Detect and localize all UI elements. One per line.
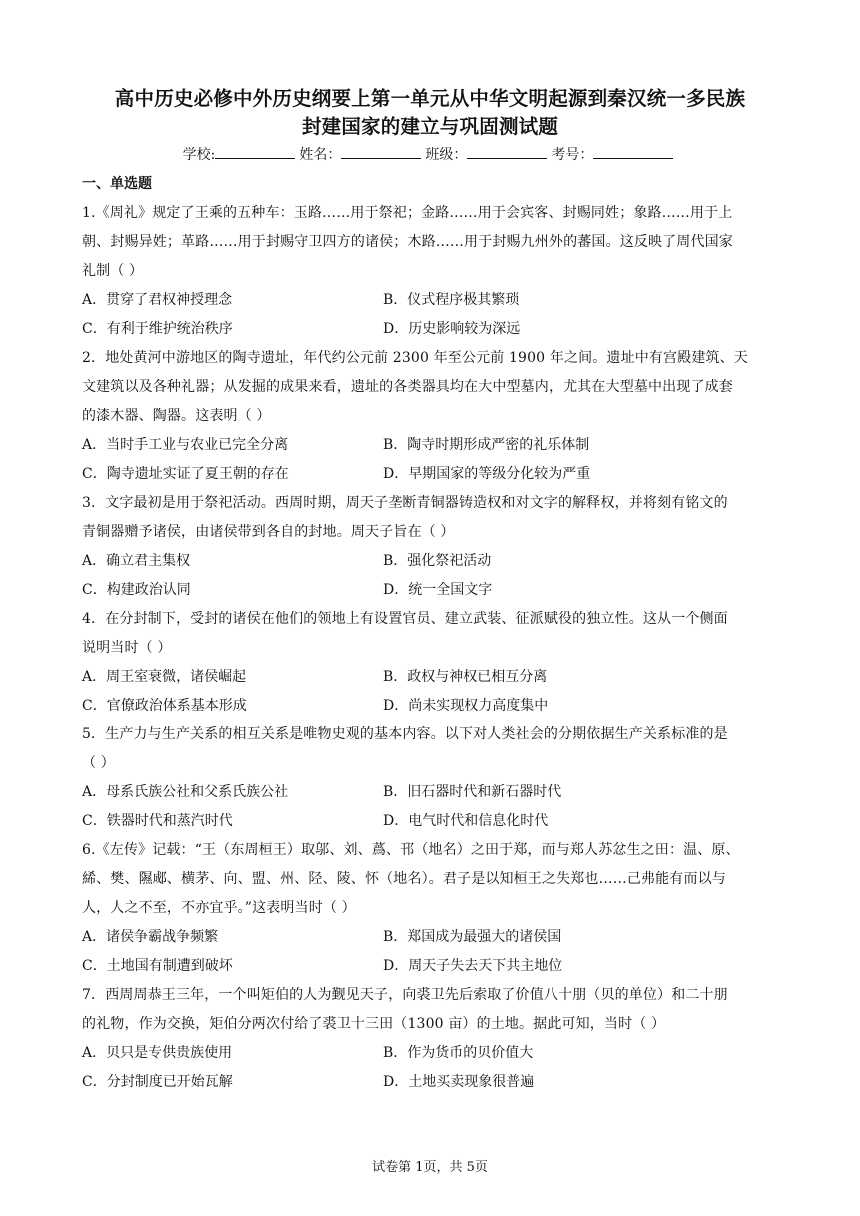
option-d: D．统一全国文字	[383, 582, 493, 598]
school-label: 学校:	[182, 147, 216, 163]
option-c: C．陶寺遗址实证了夏王朝的存在	[82, 466, 289, 482]
question-text-line: 的礼物，作为交换，矩伯分两次付给了裘卫十三田（1300 亩）的土地。据此可知，当时（ ）	[82, 1016, 666, 1032]
option-a: A．母系氏族公社和父系氏族公社	[82, 784, 289, 800]
option-c: C．构建政治认同	[82, 582, 191, 598]
option-c: C．官僚政治体系基本形成	[82, 698, 247, 714]
option-d: D．早期国家的等级分化较为严重	[383, 466, 591, 482]
class-label: 班级：	[425, 147, 468, 163]
option-b: B．政权与神权已相互分离	[383, 669, 548, 685]
question-text-line: （ ）	[82, 755, 115, 771]
exam-number-blank	[593, 146, 673, 159]
question-text-line: 朝、封赐异姓；革路……用于封赐守卫四方的诸侯；木路……用于封赐九州外的蕃国。这反映了周代国家	[82, 234, 733, 250]
exam-number-label: 考号：	[551, 147, 594, 163]
option-b: B．陶寺时期形成严密的礼乐体制	[383, 437, 590, 453]
option-d: D．历史影响较为深远	[383, 321, 521, 337]
section-heading: 一、单选题	[82, 176, 152, 192]
option-a: A．贯穿了君权神授理念	[82, 292, 233, 308]
option-c: C．土地国有制遭到破坏	[82, 958, 233, 974]
student-info-line	[0, 145, 860, 165]
question-text-line: 7．西周周恭王三年，一个叫矩伯的人为觐见天子，向裘卫先后索取了价值八十朋（贝的单位）和二十朋	[82, 987, 728, 1003]
question-text-line: 礼制（ ）	[82, 263, 144, 279]
option-b: B．作为货币的贝价值大	[383, 1045, 534, 1061]
option-a: A．确立君主集权	[82, 553, 191, 569]
option-b: B．强化祭祀活动	[383, 553, 492, 569]
question-text-line: 2．地处黄河中游地区的陶寺遗址，年代约公元前 2300 年至公元前 1900 年之间。遗址中有宫殿建筑、天	[82, 350, 748, 366]
option-b: B．旧石器时代和新石器时代	[383, 784, 562, 800]
name-blank	[341, 146, 421, 159]
class-blank	[467, 146, 547, 159]
option-c: C．有利于维护统治秩序	[82, 321, 233, 337]
exam-title-line-2: 封建国家的建立与巩固测试题	[301, 115, 559, 138]
question-text-line: 1.《周礼》规定了王乘的五种车：玉路……用于祭祀；金路……用于会宾客、封赐同姓；象路……用于上	[82, 205, 733, 221]
option-a: A．当时手工业与农业已完全分离	[82, 437, 289, 453]
name-label: 姓名：	[299, 147, 342, 163]
question-text-line: 絺、樊、隰郕、横茅、向、盟、州、陉、陵、怀（地名）。君子是以知桓王之失郑也……己弗能有而以与	[82, 871, 726, 887]
option-b: B．仪式程序极其繁琐	[383, 292, 520, 308]
question-text-line: 人，人之不至，不亦宜乎。”这表明当时（ ）	[82, 900, 356, 916]
question-text-line: 3．文字最初是用于祭祀活动。西周时期，周天子垄断青铜器铸造权和对文字的解释权，并将刻有铭文的	[82, 495, 728, 511]
question-text-line: 5．生产力与生产关系的相互关系是唯物史观的基本内容。以下对人类社会的分期依据生产关系标准的是	[82, 726, 728, 742]
school-blank	[215, 146, 295, 159]
question-text-line: 说明当时（ ）	[82, 640, 172, 656]
option-d: D．电气时代和信息化时代	[383, 813, 549, 829]
question-text-line: 6.《左传》记载：“王（东周桓王）取邬、刘、蔿、邗（地名）之田于郑，而与郑人苏忿生之田：温、原、	[82, 842, 740, 858]
question-text-line: 的漆木器、陶器。这表明（ ）	[82, 408, 271, 424]
exam-title-line-1: 高中历史必修中外历史纲要上第一单元从中华文明起源到秦汉统一多民族	[114, 87, 746, 110]
option-d: D．尚未实现权力高度集中	[383, 698, 549, 714]
option-d: D．周天子失去天下共主地位	[383, 958, 563, 974]
question-text-line: 文建筑以及各种礼器；从发掘的成果来看，遗址的各类器具均在大中型墓内，尤其在大型墓中出现了成套	[82, 379, 733, 395]
option-c: C．铁器时代和蒸汽时代	[82, 813, 233, 829]
question-text-line: 青铜器赠予诸侯，由诸侯带到各自的封地。周天子旨在（ ）	[82, 524, 455, 540]
question-text-line: 4．在分封制下，受封的诸侯在他们的领地上有设置官员、建立武装、征派赋役的独立性。这从一个侧面	[82, 611, 728, 627]
option-a: A．贝只是专供贵族使用	[82, 1045, 233, 1061]
option-a: A．诸侯争霸战争频繁	[82, 929, 219, 945]
page-footer: 试卷第 1页，共 5页	[372, 1160, 488, 1175]
option-b: B．郑国成为最强大的诸侯国	[383, 929, 562, 945]
option-d: D．土地买卖现象很普遍	[383, 1074, 535, 1090]
option-c: C．分封制度已开始瓦解	[82, 1074, 233, 1090]
option-a: A．周王室衰微，诸侯崛起	[82, 669, 247, 685]
